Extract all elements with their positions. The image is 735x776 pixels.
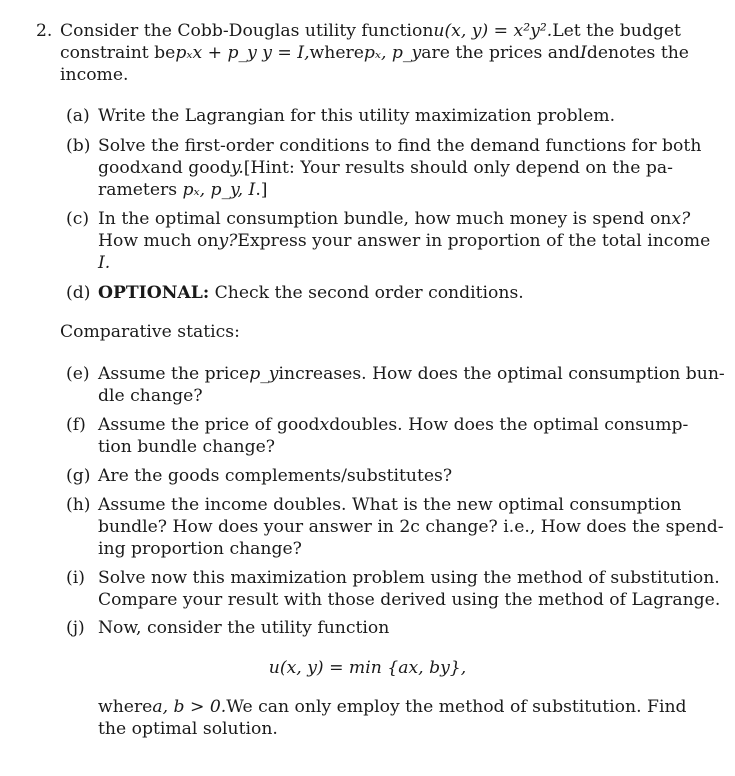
part-j-label: (j) (66, 618, 85, 638)
budget-constraint: pₓx + p_y y = I, (175, 43, 310, 63)
part-b-label: (b) (66, 136, 91, 156)
part-j-line-2: where a, b > 0. We can only employ the method of substitution. Find (98, 697, 687, 717)
part-i-label: (i) (66, 568, 85, 588)
part-j-line-1: Now, consider the utility function (98, 618, 390, 638)
part-h-line-2: bundle? How does your answer in 2c change? i.e., How does the spend- (98, 517, 724, 537)
section-heading: Comparative statics: (60, 322, 240, 342)
min-utility-formula: u(x, y) = min {ax, by}, (268, 658, 467, 678)
part-f-line-1: Assume the price of good x doubles. How does the optimal consump- (98, 415, 689, 435)
part-e-line-1: Assume the price p_y increases. How does the optimal consumption bun- (98, 364, 725, 384)
intro-line-1: Consider the Cobb-Douglas utility function u(x, y) = x²y². Let the budget (60, 21, 681, 41)
intro-line-3: income. (60, 65, 129, 85)
part-f-line-2: tion bundle change? (98, 437, 275, 457)
part-g-text: Are the goods complements/substitutes? (98, 466, 453, 486)
part-c-label: (c) (66, 209, 90, 229)
part-c-line-1: In the optimal consumption bundle, how much money is spend on x? (98, 209, 691, 229)
part-j-line-3: the optimal solution. (98, 719, 278, 739)
part-h-label: (h) (66, 495, 91, 515)
part-i-line-2: Compare your result with those derived using the method of Lagrange. (98, 590, 721, 610)
part-a-text: Write the Lagrangian for this utility maximization problem. (98, 106, 616, 126)
part-d-label: (d) (66, 283, 91, 303)
part-c-line-3: I. (98, 253, 111, 273)
part-a-label: (a) (66, 106, 90, 126)
part-i-line-1: Solve now this maximization problem using the method of substitution. (98, 568, 720, 588)
part-b-line-3: rameters pₓ, p_y, I.] (98, 180, 268, 200)
part-e-line-2: dle change? (98, 386, 203, 406)
utility-function: u(x, y) = x²y². (433, 21, 553, 41)
part-h-line-3: ing proportion change? (98, 539, 302, 559)
part-c-line-2: How much on y? Express your answer in proportion of the total income (98, 231, 711, 251)
part-e-label: (e) (66, 364, 90, 384)
intro-line-2: constraint be pₓx + p_y y = I, where pₓ, p_y are the prices and I denotes the (60, 43, 689, 63)
part-h-line-1: Assume the income doubles. What is the new optimal consumption (98, 495, 682, 515)
part-b-line-1: Solve the first-order conditions to find the demand functions for both (98, 136, 702, 156)
part-g-label: (g) (66, 466, 91, 486)
problem-number: 2. (36, 21, 53, 41)
part-f-label: (f) (66, 415, 86, 435)
part-d-text: OPTIONAL: Check the second order conditions. (98, 283, 524, 303)
optional-tag: OPTIONAL: (98, 283, 210, 303)
part-b-line-2: good x and good y. [Hint: Your results should only depend on the pa- (98, 158, 673, 178)
